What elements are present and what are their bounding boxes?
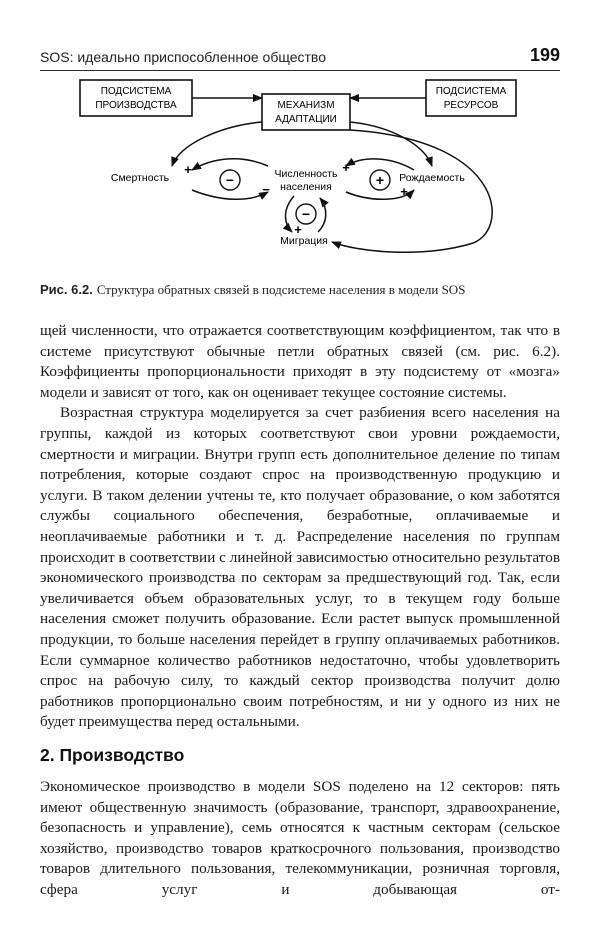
box-production-line-2: ПРОИЗВОДСТВА — [95, 100, 177, 111]
running-head — [40, 44, 560, 71]
node-population-line-1: Численность — [274, 168, 338, 180]
arrow-migration-to-population — [318, 198, 326, 232]
node-population-line-2: населения — [280, 181, 332, 193]
node-migration: Миграция — [280, 235, 328, 247]
box-adaptation-line-1: МЕХАНИЗМ — [277, 100, 335, 111]
sign-population-minus: − — [262, 182, 270, 197]
loop-sign-migration: − — [301, 206, 311, 222]
box-production-line-1: ПОДСИСТЕМА — [100, 86, 172, 97]
sign-population-plus: + — [342, 160, 350, 175]
caption-text: Структура обратных связей в подсистеме населения в модели SOS — [96, 282, 466, 297]
page-number: 199 — [529, 45, 560, 65]
paragraph-age-structure: Возрастная структура моделируется за счет разбиения всего населения на группы, каждой из которых соответствуют свои уровни рождаемости, смертности и миграции. Внутри групп есть дополнительное деление по типам потребления, которые создают спрос на производственную продукцию и услуги. В таком делении учтены те, кто получает образование, о ком заботятся службы социального обеспечения, безработные, оплачиваемые и неоплачиваемые работники и т. д. Распределение населения по группам происходит в соответствии с линейной зависимостью относительно результатов экономического производства по секторам за предшествующий год. Так, если увеличивается объем образовательных услуг, то в текущем году больше населения сможет получить образование. Если растет выпуск промышленной продукции, то больше населения перейдет в группу оплачиваемых работников. Если суммарное количество работников недостаточно, чтобы удовлетворить спрос на рабочую силу, то каждый сектор производства получит долю работников пропорционально своим потребностям, и ни у одного из них не будет преимущества перед остальными. — [40, 404, 560, 731]
section-paragraph — [40, 777, 560, 901]
caption-label: Рис. 6.2. — [40, 282, 93, 297]
body-text — [40, 321, 560, 733]
arrow-population-to-migration — [286, 196, 295, 232]
paragraph-production: Экономическое производство в модели SOS поделено на 12 секторов: пять имеют общественную значимость (образование, транспорт, здравоохранение, безопасность и управление), семь относятся к частным секторам (сельское хозяйство, производство товаров краткосрочного пользования, производство товаров длительного пользования, телекоммуникации, розничная торговля, сфера услуг и добывающая от- — [40, 778, 560, 898]
node-birth-rate: Рождаемость — [399, 172, 465, 184]
loop-sign-mortality: − — [225, 172, 235, 188]
sign-mortality-plus: + — [184, 162, 192, 177]
arrow-mortality-to-population — [192, 190, 268, 199]
box-resources-line-2: РЕСУРСОВ — [443, 100, 499, 111]
node-mortality: Смертность — [110, 172, 170, 184]
sign-birth-rate-plus: + — [400, 184, 408, 199]
loop-sign-birth: + — [375, 172, 385, 188]
box-adaptation-line-2: АДАПТАЦИИ — [275, 114, 337, 125]
figure-caption — [40, 281, 560, 299]
diagram-canvas — [40, 74, 560, 270]
arrow-birth-rate-to-population — [346, 159, 414, 170]
box-resources-line-1: ПОДСИСТЕМА — [435, 86, 507, 97]
running-title: SOS: идеально приспособленное общество — [40, 49, 326, 65]
sign-migration-plus: + — [294, 222, 302, 237]
arrow-population-to-mortality — [192, 159, 268, 170]
section-heading: 2. Производство — [40, 745, 185, 765]
paragraph-continuation: щей численности, что отражается соответствующим коэффициентом, так что в системе присутствуют обычные петли обратных связей (см. рис. 6.2). Коэффициенты пропорциональности приходят в эту подсистему от «мозга» модели и зависят от того, как он оценивает текущее состояние системы. — [40, 322, 560, 401]
feedback-diagram — [40, 74, 560, 270]
